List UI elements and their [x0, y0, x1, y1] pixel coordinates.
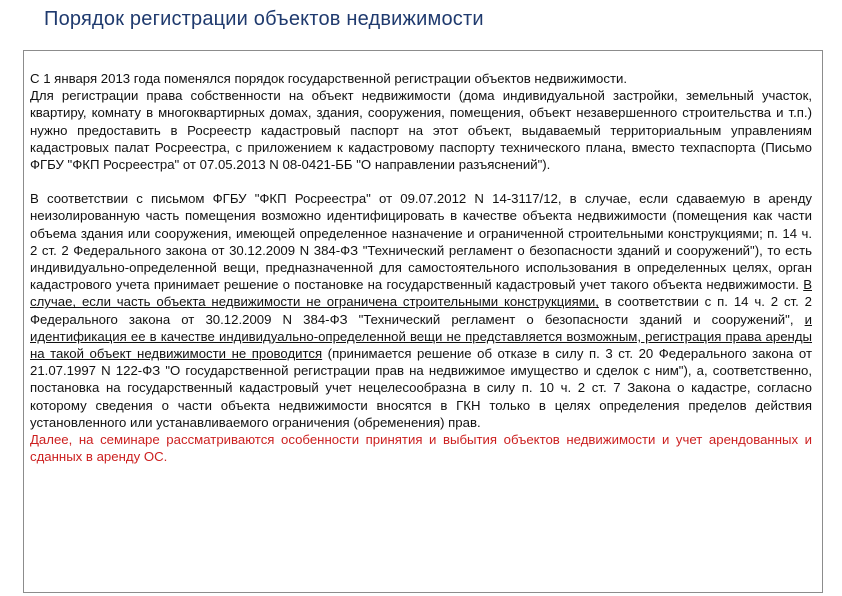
paragraph-segment: в соответствии с п. 14 ч. 2 ст. 2 Федерального закона от 30.12.2009 N 384-ФЗ "Технический регламент о безопасности зданий и сооружений", — [30, 294, 812, 327]
paragraph-segment: В соответствии с письмом ФГБУ "ФКП Росреестра" от 09.07.2012 N 14-3117/12, в случае, если сдаваемую в аренду неизолированную часть помещения возможно идентифицировать в качестве объекта недвижимости (помещения как части объема здания или сооружения, имеющей определенное назначение и ограниченной строительными конструкциями; п. 14 ч. 2 ст. 2 Федерального закона от 30.12.2009 N 384-ФЗ "Технический регламент о безопасности зданий и сооружений"), то есть индивидуально-определенной вещи, предназначенной для самостоятельного использования в определенных целях, орган кадастрового учета принимает решение о постановке на государственный кадастровый учет такого объекта недвижимости. — [30, 191, 812, 293]
body-text — [30, 70, 812, 465]
underlined-segment: В случае, если часть объекта недвижимости не ограничена строительными конструкциями, — [30, 277, 812, 310]
paragraph-segment: (принимается решение об отказе в силу п. 3 ст. 20 Федерального закона от 21.07.1997 N 122-ФЗ "О государственной регистрации прав на недвижимое имущество и сделок с ним"), а, соответственно, постановка на государственный кадастровый учет нецелесообразна в силу п. 10 ч. 2 ст. 7 Закона о кадастре, согласно которому сведения о части объекта недвижимости вносятся в ГКН только в целях определения пределов действия установленного или устанавливаемого ограничения (обременения) прав. — [30, 346, 812, 430]
paragraph-registration: Для регистрации права собственности на объект недвижимости (дома индивидуальной застройки, земельный участок, квартиру, комнату в многоквартирных домах, здания, сооружения, помещения, объект незавершенного строительства и т.п.) нужно предоставить в Росреестр кадастровый паспорт на этот объект, выдаваемый территориальным управлениям кадастровых палат Росреестра, с приложением к кадастровому паспорту технического плана, вместо техпаспорта (Письмо ФГБУ "ФКП Росреестра" от 07.05.2013 N 08-0421-ББ "О направлении разъяснений"). — [30, 88, 812, 173]
underlined-segment: и идентификация ее в качестве индивидуально-определенной вещи не представляется возможным, регистрация права аренды на такой объект недвижимости не проводится — [30, 311, 812, 362]
slide-title: Порядок регистрации объектов недвижимости — [44, 8, 484, 30]
seminar-note: Далее, на семинаре рассматриваются особенности принятия и выбытия объектов недвижимости и учет арендованных и сданных в аренду ОС. — [30, 432, 812, 465]
paragraph-rosreestr-letter — [30, 190, 812, 431]
paragraph-intro: С 1 января 2013 года поменялся порядок государственной регистрации объектов недвижимости. — [30, 71, 628, 86]
